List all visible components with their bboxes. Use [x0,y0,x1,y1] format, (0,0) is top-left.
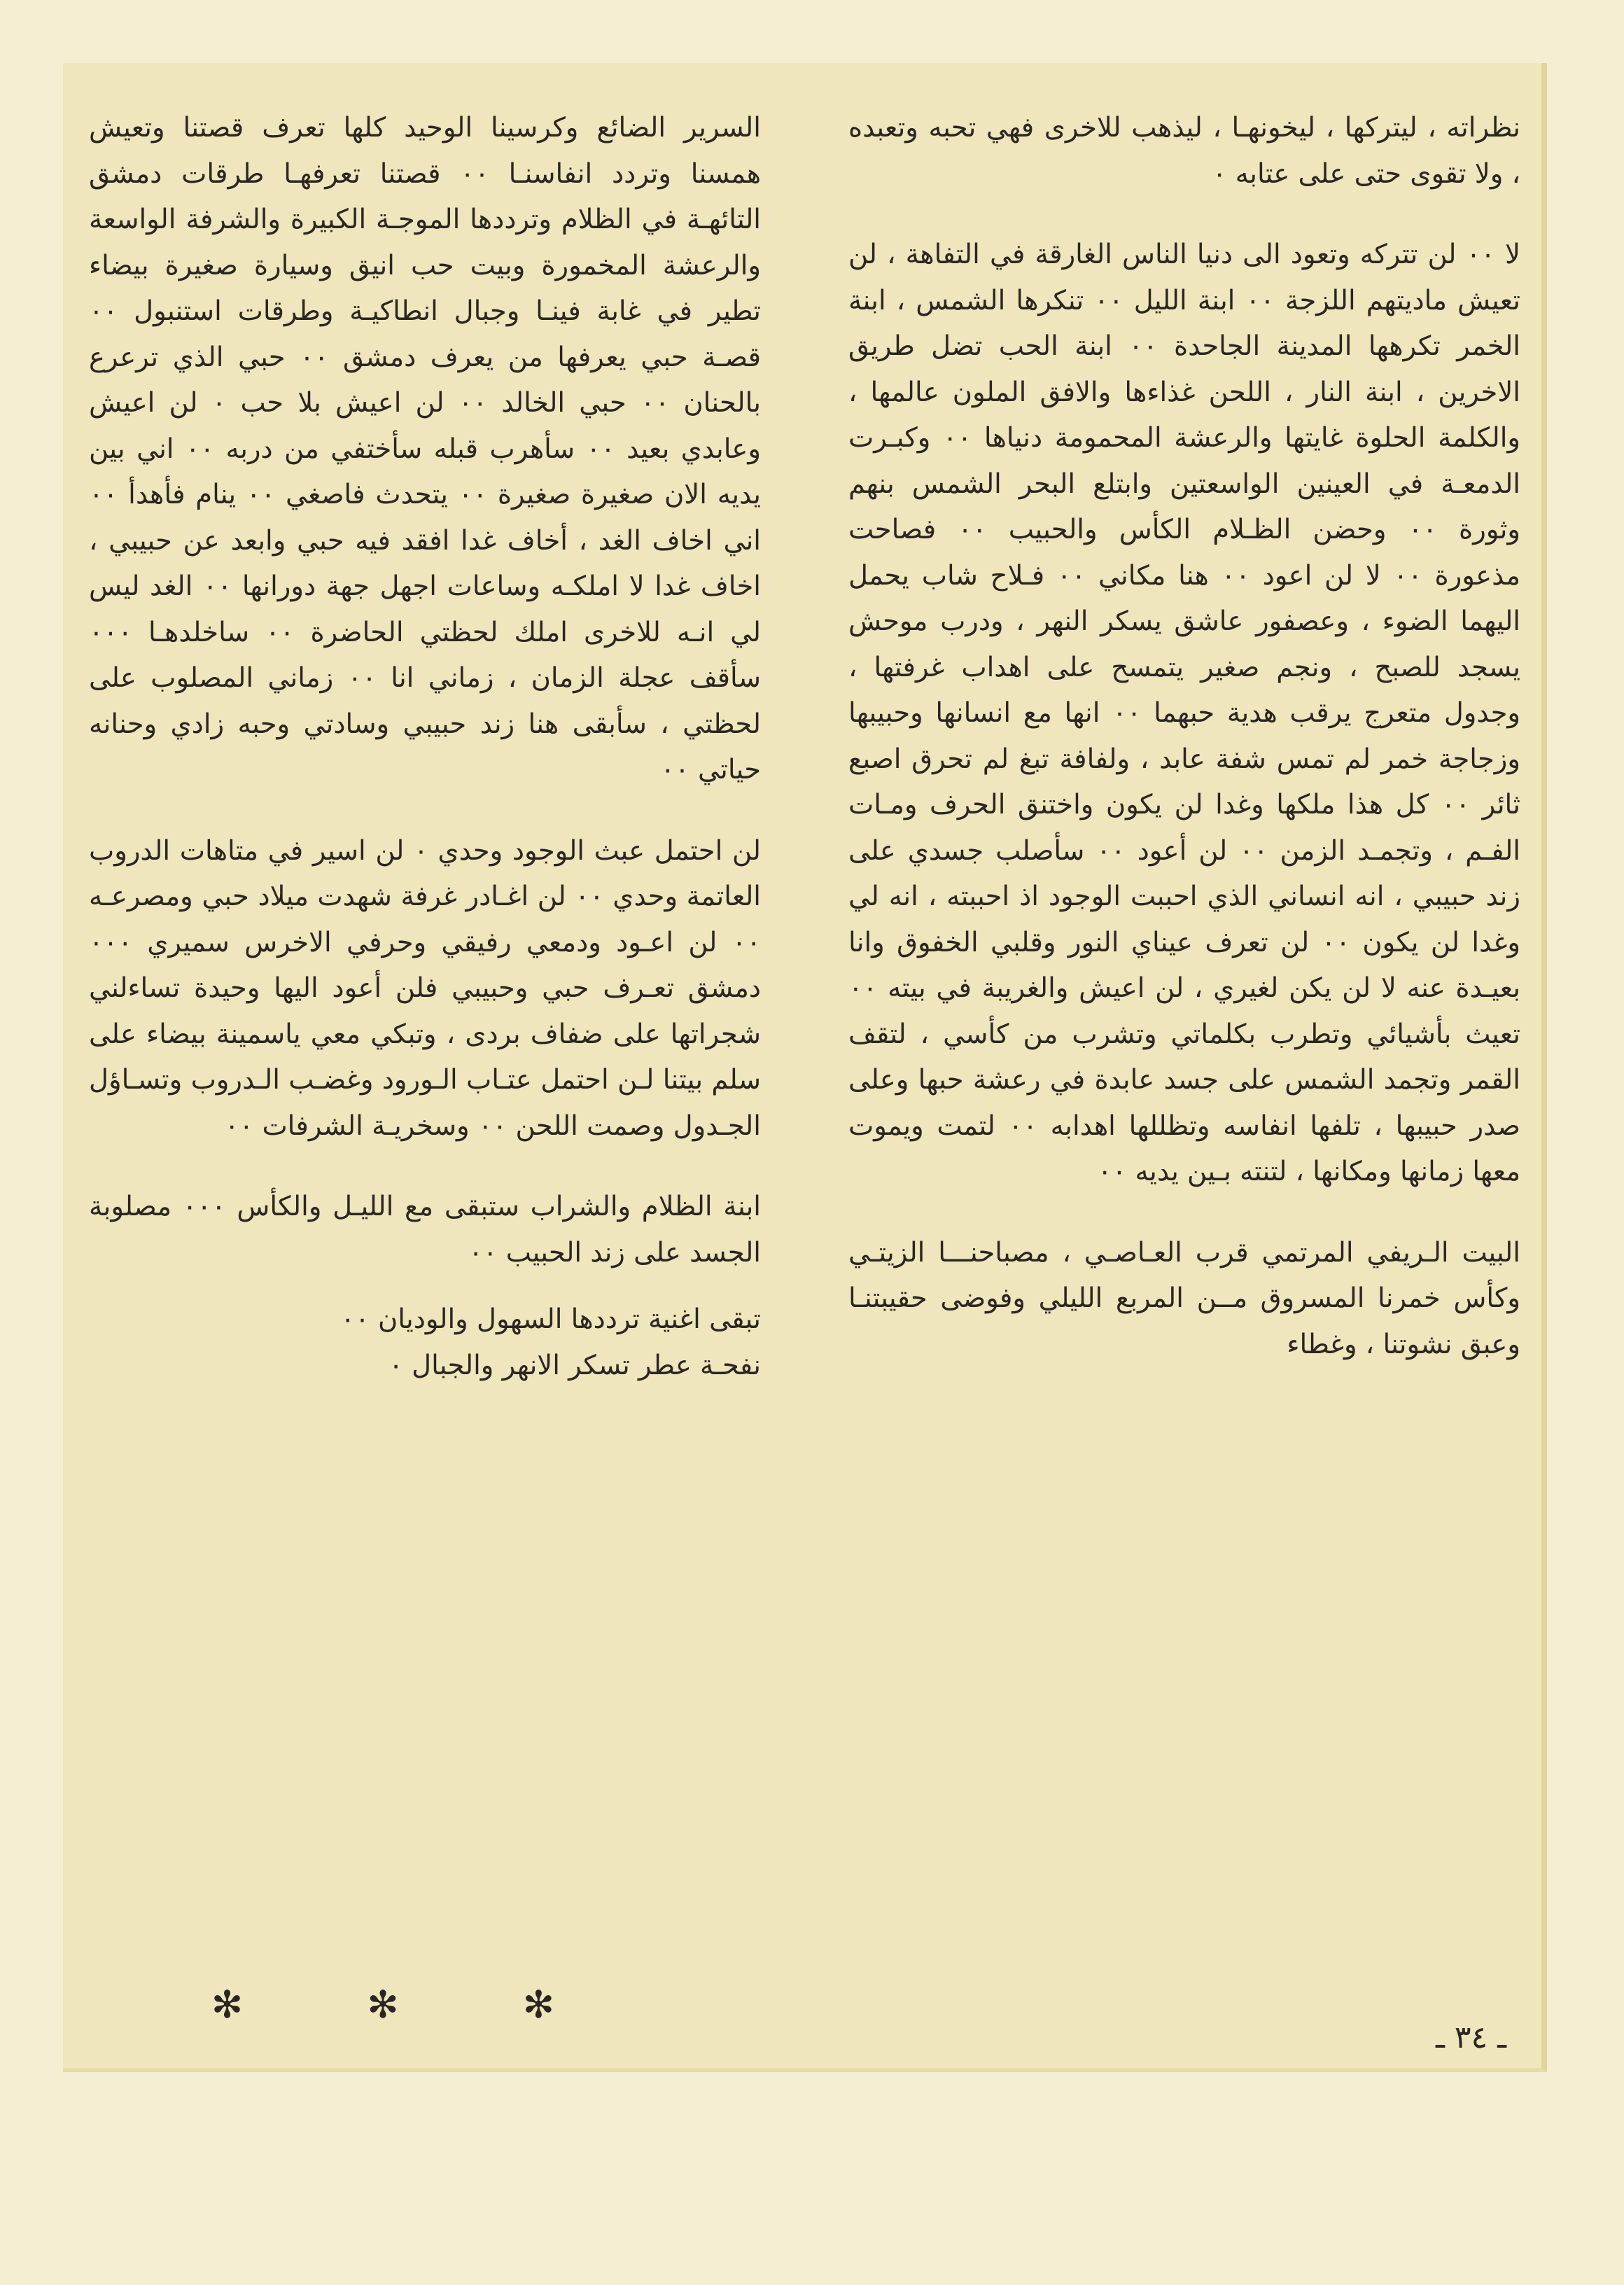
right-text-column [848,105,1520,1367]
paragraph: البيت الـريفي المرتمي قرب العـاصـي ، مصباحنـــا الزيتـي وكأس خمرنا المسروق مــن المربع الليلي وفوضى حقيبتنـا وعبق نشوتنا ، وغطاء [848,1236,1520,1360]
magazine-page [63,63,1547,2072]
paragraph: السرير الضائع وكرسينا الوحيد كلها تعرف قصتنا وتعيش همسنا وتردد انفاسنـا ٠٠ قصتنا تعرفهـا طرقات دمشق التائهـة في الظلام وترددها الموجـة الكبيرة والشرفة الواسعة والرعشة المخمورة وبيت حب انيق وسيارة صغيرة بيضاء تطير في غابة فينـا وجبال انطاكيـة وطرقات استنبول ٠٠ قصـة حبي يعرفها من يعرف دمشق ٠٠ حبي الذي ترعرع بالحنان ٠٠ حبي الخالد ٠٠ لن اعيش بلا حب ٠ لن اعيش وعابدي بعيد ٠٠ سأهرب قبله سأختفي من دربه ٠٠ اني بين يديه الان صغيرة صغيرة ٠٠ يتحدث فاصغي ٠٠ ينام فأهدأ ٠٠ اني اخاف الغد ، أخاف غدا افقد فيه حبي وابعد عن حبيبي ، اخاف غدا لا املكـه وساعات اجهل جهة دورانها ٠٠ الغد ليس لي انـه للاخرى املك لحظتي الحاضرة ٠٠ ساخلدهـا ٠٠٠ سأقف عجلة الزمان ، زماني انا ٠٠ زماني المصلوب على لحظتي ، سأبقى هنا زند حبيبي وسادتي وحبه زادي وحنانه حياتي ٠٠ [89,112,762,785]
paragraph: ابنة الظلام والشراب ستبقى مع الليـل والكأس ٠٠٠ مصلوبة الجسد على زند الحبيب ٠٠ [89,1191,761,1269]
paragraph: تبقى اغنية ترددها السهول والوديان ٠٠ [340,1304,761,1335]
left-text-column [89,105,761,1388]
paragraph: لن احتمل عبث الوجود وحدي ٠ لن اسير في متاهات الدروب العاتمة وحدي ٠٠ لن اغـادر غرفة شهدت ميلاد حبي ومصرعـه ٠٠ لن اعـود ودمعي رفيقي وحرفي الاخرس سميري ٠٠٠ دمشق تعـرف حبي وحبيبي فلن أعود اليها وحيدة تساءلني شجراتها على ضفاف بردى ، وتبكي معي ياسمينة بيضاء على سلم بيتنا لـن احتمل عتـاب الـورود وغضـب الـدروب وتسـاؤل الجـدول وصمت اللحن ٠٠ وسخريـة الشرفات ٠٠ [89,834,761,1142]
paragraph: نظراته ، ليتركها ، ليخونهـا ، ليذهب للاخرى فهي تحبه وتعبده ، ولا تقوى حتى على عتابه ٠ [848,112,1520,190]
paragraph: لا ٠٠ لن تتركه وتعود الى دنيا الناس الغارقة في التفاهة ، لن تعيش ماديتهم اللزجة ٠٠ ابنة الليل ٠٠ تنكرها الشمس ، ابنة الخمر تكرهها المدينة الجاحدة ٠٠ ابنة الحب تضل طريق الاخرين ، ابنة النار ، اللحن غذاءها والافق الملون عالمها ، والكلمة الحلوة غايتها والرعشة المحمومة دنياها ٠٠ وكبـرت الدمعـة في العينين الواسعتين وابتلع البحر الشمس بنهم وثورة ٠٠ وحضن الظـلام الكأس والحبيب ٠٠ فصاحت مذعورة ٠٠ لا لن اعود ٠٠ هنا مكاني ٠٠ فـلاح شاب يحمل اليهما الضوء ، وعصفور عاشق يسكر النهر ، ودرب موحش يسجد للصبح ، ونجم صغير يتمسح على اهداب غرفتها ، وجدول متعرج يرقب هدية حبهما ٠٠ انها مع انسانها وحبيبها وزجاجة خمر لم تمس شفة عابد ، ولفافة تبغ لم تحرق اصبع ثائر ٠٠ كل هذا ملكها وغدا لن يكون واختنق الحرف ومـات الفـم ، وتجمـد الزمن ٠٠ لن أعود ٠٠ سأصلب جسدي على زند حبيبي ، انه انساني الذي احببت الوجود اذ احببته ، انه لي وغدا لن يكون ٠٠ لن تعرف عيناي النور وقلبي الخفوق وانا بعيـدة عنه لا لن يكن لغيري ، لن اعيش والغريبة في بيته ٠٠ تعيث بأشيائي وتطرب بكلماتي وتشرب من كأسي ، لتقف القمر وتجمد الشمس على جسد عابدة في رعشة حبها وعلى صدر حبيبها ، تلفها انفاسه وتظللها اهدابه ٠٠ لتمت ويموت معها زمانها ومكانها ، لتنته بـين يديه ٠٠ [848,239,1521,1187]
section-separator: ✻ ✻ ✻ [211,1983,610,2027]
page-number: ـ ٣٤ ـ [1435,2020,1506,2055]
paragraph: نفحـة عطر تسكر الانهر والجبال ٠ [388,1349,761,1381]
